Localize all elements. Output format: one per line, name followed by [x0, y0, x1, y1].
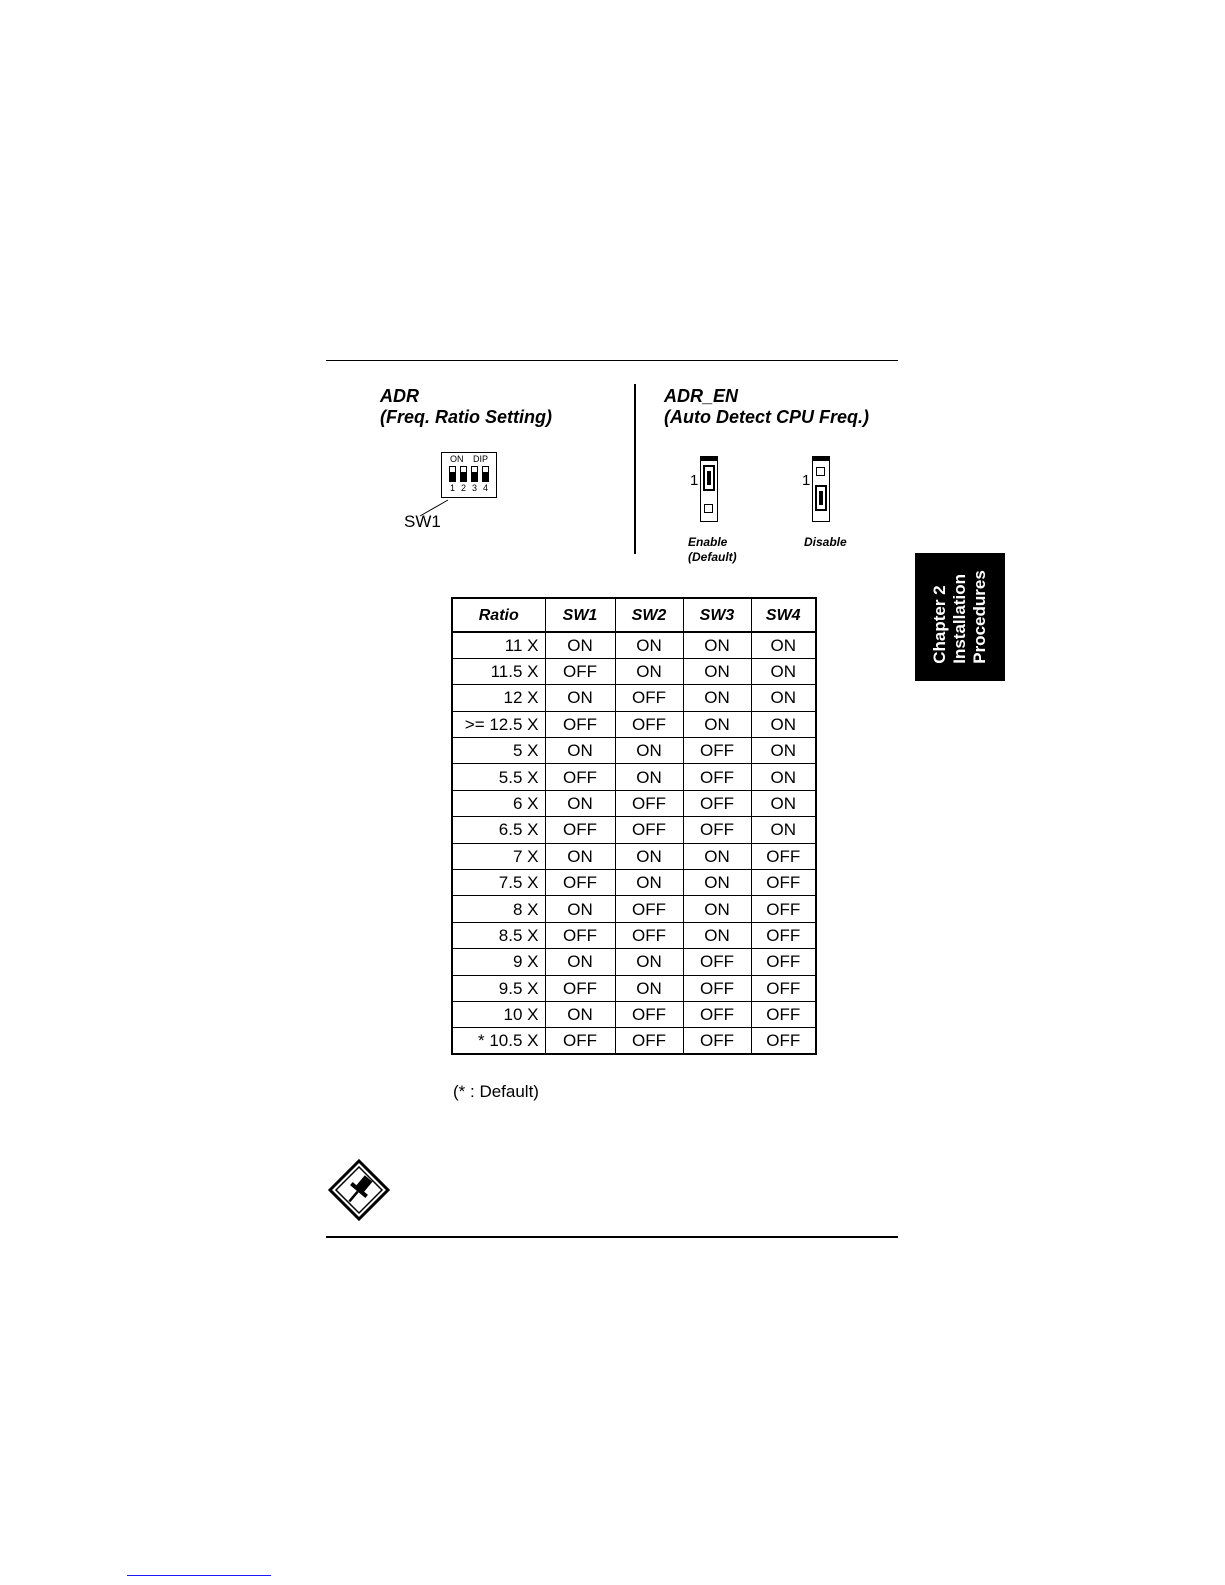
sw3-cell: OFF: [683, 1028, 751, 1054]
ratio-cell: 8 X: [452, 896, 545, 922]
sw4-cell: OFF: [751, 922, 816, 948]
disable-label: Disable: [804, 535, 847, 549]
sw4-cell: ON: [751, 685, 816, 711]
sw3-cell: ON: [683, 896, 751, 922]
ratio-cell: 10 X: [452, 1001, 545, 1027]
sw2-cell: ON: [615, 949, 683, 975]
adr-en-subtitle: (Auto Detect CPU Freq.): [664, 407, 870, 427]
sw1-cell: ON: [545, 738, 615, 764]
dip-lever: [471, 466, 478, 482]
table-body: [452, 632, 816, 1054]
sw1-cell: ON: [545, 843, 615, 869]
ratio-cell: 11.5 X: [452, 658, 545, 684]
ratio-cell: 6 X: [452, 790, 545, 816]
table-row: [452, 1028, 816, 1054]
adr-title: ADR: [380, 386, 419, 406]
jumper-shunt: [703, 465, 715, 491]
dip-number: 1: [450, 483, 456, 493]
table-row: [452, 790, 816, 816]
pin-one-label: 1: [690, 472, 699, 489]
sw1-cell: ON: [545, 632, 615, 658]
sw2-cell: ON: [615, 632, 683, 658]
sw4-cell: OFF: [751, 896, 816, 922]
table-row: [452, 949, 816, 975]
dip-number: 3: [472, 483, 478, 493]
ratio-cell: 8.5 X: [452, 922, 545, 948]
bottom-rule: [326, 1236, 898, 1238]
chapter-tab-line: Chapter 2: [930, 585, 949, 664]
sw2-cell: ON: [615, 764, 683, 790]
bottom-underline: [127, 1575, 271, 1576]
dip-number: 2: [461, 483, 467, 493]
adr-en-title: ADR_EN: [664, 386, 739, 406]
sw4-cell: ON: [751, 658, 816, 684]
chapter-tab-text: [930, 570, 990, 664]
table-row: [452, 632, 816, 658]
sw4-cell: OFF: [751, 1028, 816, 1054]
ratio-cell: 9 X: [452, 949, 545, 975]
sw1-cell: ON: [545, 896, 615, 922]
table-row: [452, 817, 816, 843]
ratio-cell: 5 X: [452, 738, 545, 764]
ratio-cell: 7 X: [452, 843, 545, 869]
sw1-label: SW1: [404, 512, 441, 531]
table-row: [452, 896, 816, 922]
ratio-cell: 12 X: [452, 685, 545, 711]
jumper-pin: [704, 504, 713, 513]
sw1-cell: ON: [545, 790, 615, 816]
sw3-cell: ON: [683, 922, 751, 948]
sw2-cell: OFF: [615, 790, 683, 816]
sw2-cell: OFF: [615, 922, 683, 948]
ratio-table: [451, 597, 817, 1055]
sw3-cell: ON: [683, 658, 751, 684]
sw3-cell: ON: [683, 711, 751, 737]
table-row: [452, 738, 816, 764]
ratio-cell: 11 X: [452, 632, 545, 658]
dip-lever: [482, 466, 489, 482]
table-row: [452, 870, 816, 896]
dip-on-label: ON: [450, 454, 464, 464]
sw4-cell: OFF: [751, 843, 816, 869]
dip-lever: [460, 466, 467, 482]
dip-lever: [449, 466, 456, 482]
sw1-cell: OFF: [545, 711, 615, 737]
chapter-tab: [915, 553, 1005, 681]
chapter-tab-line: Installation: [950, 574, 969, 664]
sw2-cell: ON: [615, 843, 683, 869]
table-row: [452, 975, 816, 1001]
ratio-cell: >= 12.5 X: [452, 711, 545, 737]
sw1-cell: ON: [545, 949, 615, 975]
enable-label: Enable: [688, 535, 728, 549]
ratio-cell: 9.5 X: [452, 975, 545, 1001]
sw3-cell: OFF: [683, 738, 751, 764]
ratio-cell: 7.5 X: [452, 870, 545, 896]
sw2-cell: OFF: [615, 685, 683, 711]
sw1-cell: OFF: [545, 658, 615, 684]
sw3-cell: OFF: [683, 949, 751, 975]
sw2-cell: ON: [615, 738, 683, 764]
jumper-shunt: [815, 485, 827, 511]
sw2-cell: OFF: [615, 711, 683, 737]
sw3-cell: ON: [683, 843, 751, 869]
sw2-cell: OFF: [615, 1001, 683, 1027]
sw1-cell: OFF: [545, 764, 615, 790]
jumper-enable-icon: [700, 460, 718, 522]
sw3-cell: OFF: [683, 790, 751, 816]
jumper-cap: [812, 456, 830, 461]
table-row: [452, 658, 816, 684]
sw3-cell: ON: [683, 870, 751, 896]
top-rule: [326, 360, 898, 361]
sw2-cell: OFF: [615, 896, 683, 922]
sw4-cell: ON: [751, 817, 816, 843]
jumper-pin: [816, 467, 825, 476]
table-row: [452, 843, 816, 869]
jumper-cap: [700, 456, 718, 461]
adr-subtitle: (Freq. Ratio Setting): [380, 407, 552, 427]
sw1-cell: OFF: [545, 870, 615, 896]
sw2-cell: ON: [615, 870, 683, 896]
dip-number: 4: [483, 483, 489, 493]
sw2-cell: OFF: [615, 817, 683, 843]
sw4-cell: ON: [751, 632, 816, 658]
sw1-cell: OFF: [545, 817, 615, 843]
sw1-cell: ON: [545, 1001, 615, 1027]
sw2-cell: ON: [615, 658, 683, 684]
table-row: [452, 764, 816, 790]
sw4-cell: ON: [751, 738, 816, 764]
sw3-cell: OFF: [683, 975, 751, 1001]
sw2-cell: OFF: [615, 1028, 683, 1054]
pin-one-label: 1: [802, 472, 811, 489]
sw4-cell: ON: [751, 790, 816, 816]
sw3-cell: ON: [683, 632, 751, 658]
header-sw1: SW1: [545, 598, 615, 632]
table-header-row: [452, 598, 816, 632]
enable-default-label: (Default): [688, 550, 737, 564]
sw4-cell: OFF: [751, 870, 816, 896]
sw1-cell: ON: [545, 685, 615, 711]
sw3-cell: OFF: [683, 1001, 751, 1027]
jumper-disable-icon: [812, 460, 830, 522]
sw3-cell: OFF: [683, 764, 751, 790]
sw2-cell: ON: [615, 975, 683, 1001]
ratio-cell: 6.5 X: [452, 817, 545, 843]
sw1-cell: OFF: [545, 975, 615, 1001]
chapter-tab-line: Procedures: [970, 570, 989, 664]
sw4-cell: OFF: [751, 1001, 816, 1027]
header-sw4: SW4: [751, 598, 816, 632]
sw4-cell: ON: [751, 711, 816, 737]
sw3-cell: ON: [683, 685, 751, 711]
sw3-cell: OFF: [683, 817, 751, 843]
header-sw3: SW3: [683, 598, 751, 632]
ratio-cell: 5.5 X: [452, 764, 545, 790]
default-note: (* : Default): [453, 1082, 539, 1101]
sw4-cell: OFF: [751, 975, 816, 1001]
header-ratio: Ratio: [452, 598, 545, 632]
header-sw2: SW2: [615, 598, 683, 632]
ratio-cell: * 10.5 X: [452, 1028, 545, 1054]
sw1-cell: OFF: [545, 922, 615, 948]
sw4-cell: OFF: [751, 949, 816, 975]
dip-switch-icon: [441, 452, 497, 498]
pushpin-note-icon: [327, 1158, 391, 1222]
dip-dip-label: DIP: [473, 454, 489, 464]
sw1-cell: OFF: [545, 1028, 615, 1054]
table-row: [452, 922, 816, 948]
table-row: [452, 685, 816, 711]
sw4-cell: ON: [751, 764, 816, 790]
section-divider: [634, 384, 636, 554]
table-row: [452, 711, 816, 737]
table-row: [452, 1001, 816, 1027]
